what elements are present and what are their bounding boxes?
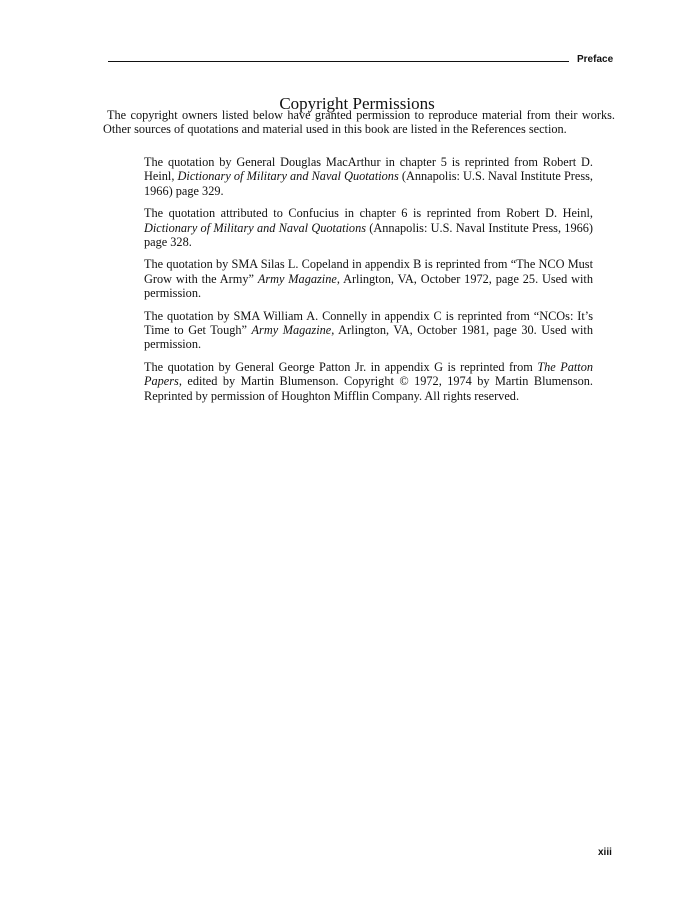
intro-paragraph: The copyright owners listed below have granted permission to reproduce material from their works. Other sources of quotations and material used in this book are listed in the References section. bbox=[103, 108, 615, 137]
entry-source-title: Dictionary of Military and Naval Quotations bbox=[177, 169, 399, 184]
permission-entry-macarthur bbox=[144, 155, 593, 198]
permission-entry-patton bbox=[144, 360, 593, 403]
permission-entry-copeland bbox=[144, 257, 593, 300]
entry-text: The quotation by General Douglas MacArthur in chapter 5 is reprinted from Robert D. Heinl, bbox=[144, 155, 593, 184]
entry-text: , edited by Martin Blumenson. Copyright © 1972, 1974 by Martin Blumenson. Reprinted by permission of Houghton Mifflin Company. All rights reserved. bbox=[144, 374, 593, 403]
entry-text: The quotation by SMA Silas L. Copeland in appendix B is reprinted from “The NCO Must Grow with the Army” bbox=[144, 257, 593, 286]
running-head: Preface bbox=[577, 54, 614, 65]
permissions-list bbox=[144, 155, 593, 411]
entry-text: , Arlington, VA, October 1981, page 30. Used with permission. bbox=[144, 323, 593, 352]
page-number: xiii bbox=[598, 847, 612, 858]
entry-text: The quotation by SMA William A. Connelly in appendix C is reprinted from “NCOs: It’s Time to Get Tough” bbox=[144, 308, 593, 338]
entry-text: The quotation by General George Patton Jr. in appendix G is reprinted from bbox=[144, 359, 538, 374]
entry-text: (Annapolis: U.S. Naval Institute Press, 1966) page 328. bbox=[144, 220, 593, 250]
page-title: Copyright Permissions bbox=[279, 94, 435, 114]
entry-source-title: The Patton Papers bbox=[144, 359, 593, 389]
entry-source-title: Army Magazine bbox=[251, 323, 332, 338]
entry-text: The quotation attributed to Confucius in chapter 6 is reprinted from Robert D. Heinl, bbox=[144, 206, 593, 221]
entry-text: , Arlington, VA, October 1972, page 25. Used with permission. bbox=[144, 271, 594, 301]
entry-text: (Annapolis: U.S. Naval Institute Press, 1966) page 329. bbox=[144, 169, 593, 198]
entry-source-title: Dictionary of Military and Naval Quotations bbox=[144, 220, 367, 235]
permission-entry-confucius bbox=[144, 206, 593, 249]
entry-source-title: Army Magazine bbox=[257, 271, 337, 286]
permission-entry-connelly bbox=[144, 309, 593, 352]
header-rule bbox=[108, 61, 569, 62]
